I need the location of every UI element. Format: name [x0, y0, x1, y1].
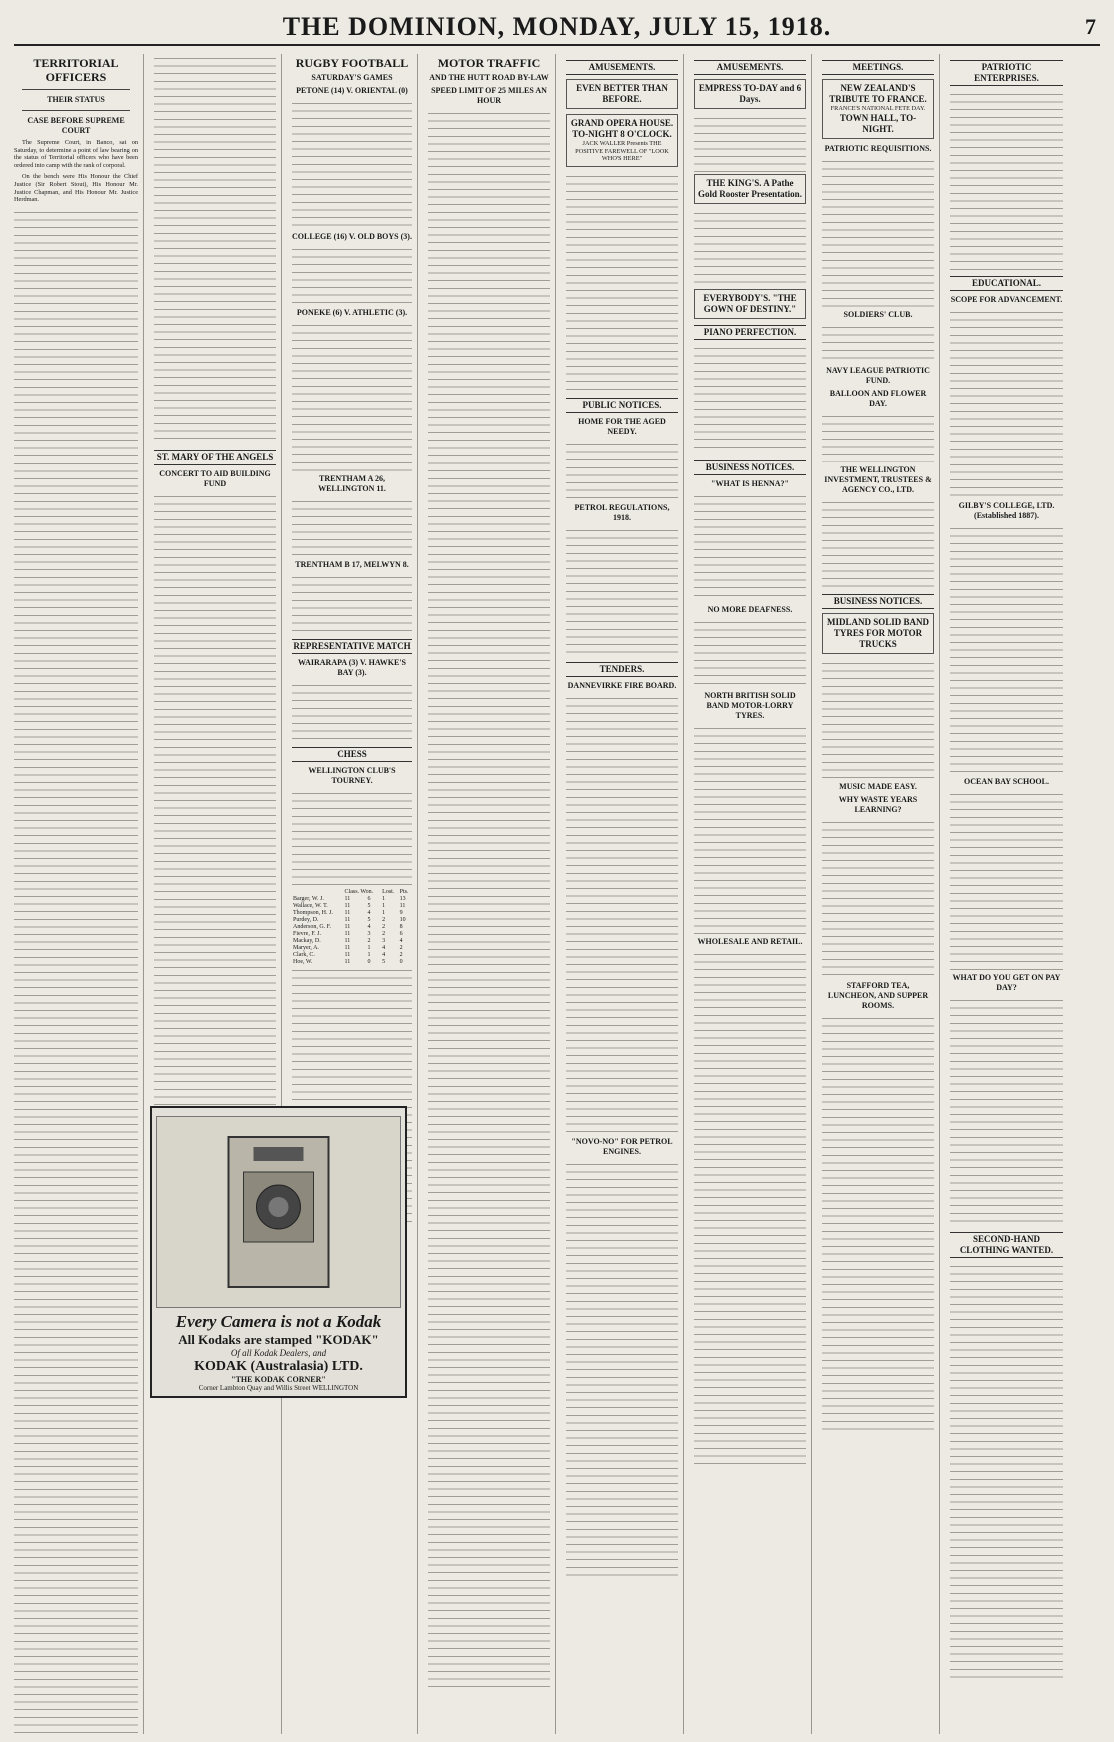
- kodak-dealers: Of all Kodak Dealers, and: [230, 1348, 327, 1358]
- table-cell: 11: [344, 896, 351, 902]
- table-row: [292, 959, 412, 966]
- section-patriotic: PATRIOTIC ENTERPRISES.: [950, 60, 1063, 86]
- subhead-speed-limit: SPEED LIMIT OF 25 MILES AN HOUR: [431, 86, 547, 105]
- headline-dannevirke: DANNEVIRKE FIRE BOARD.: [567, 680, 677, 690]
- table-cell: 4: [367, 924, 371, 930]
- section-amusements: AMUSEMENTS.: [694, 60, 806, 75]
- table-row: [292, 938, 412, 945]
- section-meetings: MEETINGS.: [822, 60, 934, 75]
- table-cell: 0: [367, 959, 371, 965]
- headline-territorial: TERRITORIAL OFFICERS: [33, 56, 119, 84]
- ad-text: FRANCE'S NATIONAL FETE DAY.: [830, 105, 926, 112]
- ad-text: EMPRESS TO-DAY and 6 Days.: [698, 83, 802, 104]
- table-cell: 5: [382, 959, 386, 965]
- camera-icon: [157, 1117, 400, 1307]
- table-cell: 1: [367, 945, 371, 951]
- kodak-slogan: Every Camera is not a Kodak: [175, 1312, 382, 1331]
- table-cell: 11: [344, 924, 351, 930]
- ad-text: JACK WALLER Presents THE POSITIVE FAREWELL OF "LOOK WHO'S HERE": [575, 140, 669, 163]
- page-number: 7: [1085, 14, 1096, 39]
- table-row: [292, 924, 412, 931]
- chess-table: [292, 889, 412, 966]
- headline-petrol: PETROL REGULATIONS, 1918.: [574, 502, 670, 522]
- table-cell: 3: [382, 938, 386, 944]
- notice-text: [950, 1262, 1063, 1682]
- headline-balloon: BALLOON AND FLOWER DAY.: [829, 388, 927, 408]
- notice-text: [694, 724, 806, 934]
- subhead-trentham-a: TRENTHAM A 26, WELLINGTON 11.: [318, 474, 386, 493]
- headline-rugby: RUGBY FOOTBALL: [295, 56, 409, 70]
- kodak-company: KODAK (Australasia) LTD.: [194, 1359, 363, 1374]
- notice-text: [694, 950, 806, 1470]
- table-cell: 1: [382, 896, 386, 902]
- column-meetings: [822, 54, 940, 1734]
- divider: [22, 89, 130, 90]
- headline-wholesale: WHOLESALE AND RETAIL.: [697, 937, 803, 946]
- notice-text: [822, 659, 934, 779]
- table-cell: 6: [399, 931, 403, 937]
- table-cell: 11: [344, 938, 351, 944]
- notice-text: [822, 323, 934, 363]
- subhead-chess-tourney: WELLINGTON CLUB'S TOURNEY.: [308, 766, 396, 785]
- table-cell: 8: [399, 924, 403, 930]
- notice-text: [822, 818, 934, 978]
- column-territorial: [14, 54, 144, 1734]
- table-cell: 4: [382, 945, 386, 951]
- table-cell: Fievre, F. J.: [293, 931, 322, 937]
- section-business: BUSINESS NOTICES.: [822, 594, 934, 609]
- table-cell: Wallace, W. T.: [293, 903, 328, 909]
- section-piano: PIANO PERFECTION.: [694, 325, 806, 340]
- table-cell: 6: [367, 896, 371, 902]
- column-rugby: [292, 54, 418, 1734]
- notice-text: [566, 694, 678, 1134]
- notice-text: [950, 996, 1063, 1226]
- article-body-text: [292, 497, 412, 557]
- notice-text: [566, 1160, 678, 1580]
- table-cell: 11: [344, 952, 351, 958]
- ad-kings: [694, 174, 806, 204]
- article-body-text: [292, 681, 412, 741]
- table-cell: 11: [344, 910, 351, 916]
- ad-text: TOWN HALL, TO-NIGHT.: [839, 112, 917, 134]
- article-body-text: [292, 99, 412, 229]
- headline-motor-tyres: NORTH BRITISH SOLID BAND MOTOR-LORRY TYRES.: [704, 691, 796, 720]
- table-cell: Maryer, A.: [293, 945, 319, 951]
- table-cell: 2: [382, 917, 386, 923]
- ad-empress: [694, 79, 806, 109]
- notice-text: [694, 492, 806, 602]
- subhead-college: COLLEGE (16) V. OLD BOYS (3).: [292, 232, 412, 241]
- notice-text: [694, 344, 806, 454]
- table-cell: Mackay, D.: [293, 938, 321, 944]
- headline-stafford: STAFFORD TEA, LUNCHEON, AND SUPPER ROOMS.: [827, 980, 929, 1010]
- table-cell: 9: [399, 910, 403, 916]
- article-body-text: [292, 321, 412, 471]
- ad-opera-house: [566, 114, 678, 167]
- headline-pay-day: WHAT DO YOU GET ON PAY DAY?: [952, 973, 1061, 992]
- headline-motor-traffic: MOTOR TRAFFIC: [437, 56, 541, 70]
- table-cell: Purdey, D.: [293, 917, 319, 923]
- table-cell: Barger, W. J.: [293, 896, 324, 902]
- column-article-continued: [154, 54, 282, 1734]
- notice-text: [694, 618, 806, 688]
- table-cell: 4: [367, 910, 371, 916]
- table-row: [292, 910, 412, 917]
- section-public-notices: PUBLIC NOTICES.: [566, 398, 678, 413]
- table-cell: 11: [399, 903, 406, 909]
- table-cell: 2: [399, 945, 403, 951]
- headline-henna: "WHAT IS HENNA?": [711, 479, 789, 488]
- table-cell: 2: [399, 952, 403, 958]
- headline-music: MUSIC MADE EASY.: [839, 781, 917, 791]
- table-row: [292, 931, 412, 938]
- table-cell: 1: [382, 903, 386, 909]
- table-cell: 11: [344, 917, 351, 923]
- table-cell: 1: [367, 952, 371, 958]
- article-body-text: [292, 789, 412, 889]
- table-row: [292, 952, 412, 959]
- table-cell: 0: [399, 959, 403, 965]
- headline-why-waste: WHY WASTE YEARS LEARNING?: [838, 794, 918, 814]
- headline-gilbys: GILBY'S COLLEGE, LTD. (Established 1887).: [958, 501, 1055, 520]
- table-cell: 4: [382, 952, 386, 958]
- table-cell: 13: [399, 896, 406, 902]
- headline-scope: SCOPE FOR ADVANCEMENT.: [950, 295, 1063, 304]
- table-header: Pts.: [399, 889, 409, 895]
- notice-text: [950, 308, 1063, 498]
- article-body-text: [154, 492, 276, 1172]
- table-row: [292, 903, 412, 910]
- article-paragraph: The Supreme Court, in Banco, sat on Saturday, to determine a point of law bearing on the status of Territorial officers who have been ordered into camp with the rank of corporal.: [14, 139, 138, 169]
- ad-text: EVEN BETTER THAN BEFORE.: [576, 83, 668, 104]
- notice-text: [822, 157, 934, 307]
- column-motor-traffic: [428, 54, 556, 1734]
- section-amusements: AMUSEMENTS.: [566, 60, 678, 75]
- table-cell: Thompson, H. J.: [293, 910, 333, 916]
- ad-text: THE KING'S. A Pathe Gold Rooster Presentation.: [698, 178, 802, 199]
- notice-text: [566, 440, 678, 500]
- section-tenders: TENDERS.: [566, 662, 678, 677]
- headline-requisitions: PATRIOTIC REQUISITIONS.: [824, 143, 932, 153]
- table-cell: Anderson, G. F.: [293, 924, 332, 930]
- table-cell: Clark, C.: [293, 952, 315, 958]
- ad-text: GRAND OPERA HOUSE. TO-NIGHT 8 O'CLOCK.: [570, 118, 674, 139]
- ad-midland-tyres: [822, 613, 934, 654]
- table-row: [292, 896, 412, 903]
- headline-deafness: NO MORE DEAFNESS.: [707, 605, 793, 614]
- column-amusements: [566, 54, 684, 1734]
- notice-text: [950, 90, 1063, 270]
- subhead-hutt-road: AND THE HUTT ROAD BY-LAW: [429, 73, 549, 82]
- ad-text: MIDLAND SOLID BAND TYRES FOR MOTOR TRUCKS: [826, 616, 929, 649]
- article-body-text: [292, 245, 412, 305]
- ad-better: [566, 79, 678, 109]
- table-cell: 2: [382, 924, 386, 930]
- subhead-saturday: SATURDAY'S GAMES: [311, 73, 393, 82]
- article-paragraph: On the bench were His Honour the Chief Justice (Sir Robert Stout), His Honour Mr. Justice Chapman, and His Honour Mr. Justice Herdman.: [14, 173, 138, 204]
- subhead-concert: CONCERT TO AID BUILDING FUND: [159, 469, 271, 488]
- table-row: [292, 945, 412, 952]
- notice-text: [950, 790, 1063, 970]
- column-amusements-2: [694, 54, 812, 1734]
- subhead-court: CASE BEFORE SUPREME COURT: [27, 116, 125, 135]
- masthead-title: THE DOMINION, MONDAY, JULY 15, 1918.: [282, 12, 832, 41]
- table-cell: 3: [367, 931, 371, 937]
- headline-navy-league: NAVY LEAGUE PATRIOTIC FUND.: [826, 365, 930, 385]
- subhead-trentham-b: TRENTHAM B 17, MELWYN 8.: [295, 560, 409, 569]
- ad-body-text: [694, 209, 806, 289]
- headline-home-aged: HOME FOR THE AGED NEEDY.: [578, 416, 666, 436]
- headline-ocean-bay: OCEAN BAY SCHOOL.: [964, 777, 1049, 786]
- section-second-hand: SECOND-HAND CLOTHING WANTED.: [950, 1232, 1063, 1258]
- headline-st-mary: ST. MARY OF THE ANGELS: [154, 450, 276, 465]
- article-body-text: [154, 54, 276, 444]
- column-patriotic: [950, 54, 1068, 1734]
- headline-rep-match: REPRESENTATIVE MATCH: [292, 639, 412, 654]
- table-header: Lost.: [382, 889, 395, 895]
- article-body-text: [292, 573, 412, 633]
- notice-text: [950, 524, 1063, 774]
- table-cell: 4: [399, 938, 403, 944]
- headline-wellington-investment: THE WELLINGTON INVESTMENT, TRUSTEES & AGENCY CO., LTD.: [824, 464, 932, 494]
- headline-chess: CHESS: [292, 747, 412, 762]
- divider: [22, 110, 130, 111]
- table-header-row: [292, 889, 412, 896]
- table-cell: 11: [344, 945, 351, 951]
- table-cell: 5: [367, 917, 371, 923]
- ad-body-text: [694, 114, 806, 174]
- section-business: BUSINESS NOTICES.: [694, 460, 806, 475]
- notice-text: [566, 526, 678, 656]
- article-body-text: [14, 208, 138, 1734]
- table-cell: 5: [367, 903, 371, 909]
- table-cell: 2: [367, 938, 371, 944]
- table-cell: 11: [344, 931, 351, 937]
- kodak-address: Corner Lambton Quay and Willis Street WELLINGTON: [198, 1384, 359, 1392]
- headline-novo: "NOVO-NO" FOR PETROL ENGINES.: [571, 1136, 673, 1156]
- table-row: [292, 917, 412, 924]
- ad-everybodys: [694, 289, 806, 319]
- section-educational: EDUCATIONAL.: [950, 276, 1063, 291]
- headline-soldiers-club: SOLDIERS' CLUB.: [843, 309, 913, 319]
- kodak-stamped: All Kodaks are stamped "KODAK": [178, 1332, 379, 1347]
- table-header: Class. Won.: [344, 889, 374, 895]
- subhead-status: THEIR STATUS: [47, 95, 105, 104]
- ad-text: NEW ZEALAND'S TRIBUTE TO FRANCE.: [829, 83, 927, 104]
- article-body-text: [428, 109, 550, 1689]
- table-cell: Hoe, W.: [293, 959, 313, 965]
- table-cell: 10: [399, 917, 406, 923]
- table-cell: 11: [344, 959, 351, 965]
- table-cell: 1: [382, 910, 386, 916]
- ad-france-tribute: [822, 79, 934, 139]
- subhead-petone: PETONE (14) V. ORIENTAL (0): [296, 86, 408, 95]
- notice-text: [822, 498, 934, 588]
- subhead-poneke: PONEKE (6) V. ATHLETIC (3).: [296, 308, 408, 317]
- columns: [14, 46, 1100, 1734]
- masthead: [14, 10, 1100, 46]
- table-cell: 11: [344, 903, 351, 909]
- camera-illustration: [156, 1116, 401, 1308]
- notice-text: [822, 412, 934, 462]
- kodak-advertisement: [150, 1106, 407, 1398]
- kodak-corner: "THE KODAK CORNER": [231, 1375, 326, 1384]
- notice-text: [822, 1014, 934, 1434]
- ad-text: EVERYBODY'S. "THE GOWN OF DESTINY.": [703, 293, 797, 314]
- ad-body-text: [566, 172, 678, 392]
- subhead-wairarapa: WAIRARAPA (3) V. HAWKE'S BAY (3).: [297, 658, 406, 677]
- table-cell: 2: [382, 931, 386, 937]
